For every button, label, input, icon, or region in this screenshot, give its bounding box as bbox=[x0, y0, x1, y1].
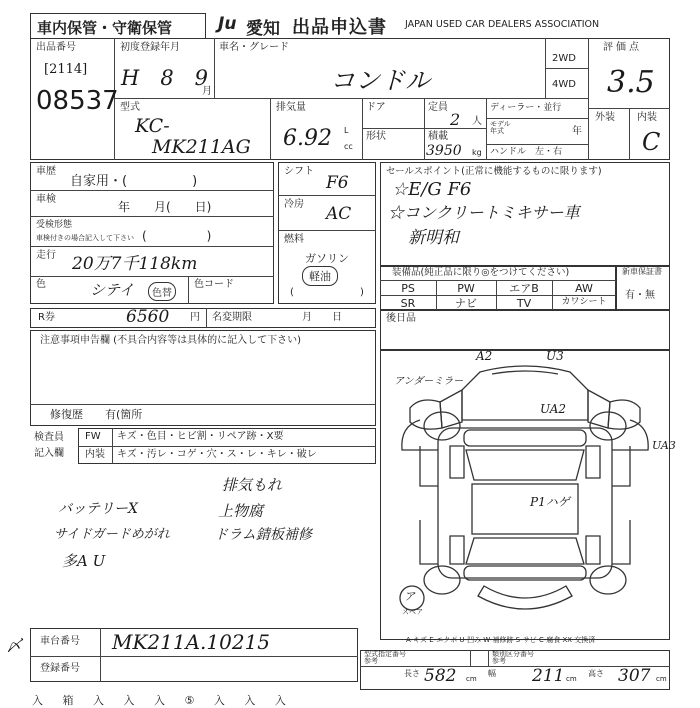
equipment-row2-item: SR bbox=[400, 297, 416, 310]
height-unit: cm bbox=[656, 675, 667, 683]
acceptance-value: ( ) bbox=[142, 229, 212, 243]
history-label: 車歴 bbox=[36, 166, 56, 177]
diagram-panel-label: P1ハゲ bbox=[530, 495, 570, 509]
diagram-a2-top: A2 bbox=[476, 349, 493, 363]
history-value: 自家用・( ) bbox=[70, 174, 198, 189]
capacity-unit: 人 bbox=[472, 116, 482, 127]
color-code-label: 色コード bbox=[194, 279, 234, 290]
year-unit: 年 bbox=[572, 126, 582, 137]
score-label: 評価点 bbox=[603, 42, 642, 53]
width-value: 211 bbox=[532, 666, 565, 686]
length-unit: cm bbox=[466, 675, 477, 683]
inspector-fw-items: キズ・色目・ヒビ割・リペア跡・X要 bbox=[117, 431, 284, 442]
logo-text: 愛知 bbox=[246, 19, 280, 39]
fuel-petrol: ガソリン bbox=[305, 252, 349, 265]
car-diagram bbox=[380, 350, 670, 640]
margin-mark: 〆 bbox=[6, 636, 23, 655]
car-name-label: 車名・グレード bbox=[219, 42, 289, 53]
acceptance-label: 受検形態 bbox=[36, 220, 73, 230]
registration-label: 登録番号 bbox=[40, 663, 80, 674]
load-label: 積載 bbox=[428, 131, 448, 142]
note-upper-corrosion: 上物腐 bbox=[218, 502, 264, 520]
r-ticket-label: R券 bbox=[38, 312, 55, 323]
r-ticket-unit: 円 bbox=[190, 312, 200, 323]
equipment-row1-item: PW bbox=[457, 282, 475, 295]
diagram-u3-top: U3 bbox=[546, 349, 564, 363]
acceptance-note: 車検付きの場合記入して下さい bbox=[36, 234, 134, 242]
first-reg-value: H 8 9 bbox=[121, 66, 209, 90]
color-value: シテイ bbox=[90, 281, 134, 299]
width-unit: cm bbox=[566, 675, 577, 683]
damage-legend: A-キズ E-エクボ U-凹み W-補修跡 S-サビ C-腐食 XX-交換済 bbox=[406, 636, 596, 644]
lot-small-code: [2114] bbox=[44, 62, 88, 77]
score-value: 3.5 bbox=[607, 65, 655, 100]
displacement-value: 6.92 bbox=[283, 126, 332, 151]
mileage-label: 走行 bbox=[36, 250, 56, 261]
footer-cut-row: 入 箱 入 入 入 ⑤ 入 入 入 bbox=[32, 694, 294, 707]
lot-number-label: 出品番号 bbox=[36, 42, 76, 53]
equipment-row2-item: ナビ bbox=[455, 297, 477, 310]
equipment-row1-item: AW bbox=[575, 282, 593, 295]
first-reg-label: 初度登録年月 bbox=[120, 42, 180, 53]
classification-label: 類別区分番号 参考 bbox=[492, 650, 534, 665]
model-year-label: モデル 年式 bbox=[490, 120, 511, 135]
equipment-row1-item: エアB bbox=[509, 282, 539, 295]
association-name: JAPAN USED CAR DEALERS ASSOCIATION bbox=[405, 19, 600, 30]
drive-4wd: 4WD bbox=[552, 79, 576, 90]
notes-label: 注意事項申告欄 (不具合内容等は具体的に記入して下さい) bbox=[40, 335, 301, 346]
lot-number: 08537 bbox=[36, 86, 119, 116]
selling-point-3: 新明和 bbox=[408, 228, 459, 248]
equipment-row1-item: PS bbox=[401, 282, 415, 295]
capacity-label: 定員 bbox=[428, 102, 448, 113]
type-value-1: KC- bbox=[135, 115, 170, 137]
transfer-deadline-value: 月 日 bbox=[302, 312, 342, 323]
note-drum-repair: ドラム錆板補修 bbox=[214, 527, 312, 543]
r-ticket-value: 6560 bbox=[126, 307, 170, 327]
interior-label: 内装 bbox=[637, 112, 657, 123]
diagram-mirror-label: アンダーミラー bbox=[394, 376, 464, 387]
month-unit: 月 bbox=[202, 86, 212, 97]
type-label: 型式 bbox=[120, 102, 140, 113]
length-value: 582 bbox=[424, 666, 457, 686]
selling-point-2: ☆コンクリートミキサー車 bbox=[388, 203, 580, 222]
capacity-value: 2 bbox=[450, 110, 461, 129]
color-label: 色 bbox=[36, 279, 46, 290]
shift-value: F6 bbox=[326, 173, 349, 193]
fuel-paren-left: ( bbox=[290, 287, 294, 298]
warranty-value: 有・無 bbox=[625, 290, 655, 301]
equipment-row2-item: カワシート bbox=[561, 297, 607, 307]
selling-point-1: ☆E/G F6 bbox=[392, 179, 472, 200]
ac-label: 冷房 bbox=[284, 199, 304, 210]
selling-points-title: セールスポイント(正常に機能するものに限ります) bbox=[386, 166, 602, 177]
color-change-circled: 色替 bbox=[148, 282, 176, 301]
shift-label: シフト bbox=[284, 166, 314, 177]
car-roof-top bbox=[462, 366, 588, 420]
chassis-value: MK211A.10215 bbox=[112, 630, 271, 654]
inspector-label-1: 検査員 bbox=[34, 432, 64, 443]
displacement-cc: cc bbox=[344, 142, 353, 151]
form-title: 出品申込書 bbox=[292, 17, 387, 38]
note-side-guard: サイドガードめがれ bbox=[54, 527, 170, 542]
note-exhaust-leak: 排気もれ bbox=[222, 476, 283, 494]
handle-label: ハンドル 左・右 bbox=[490, 147, 563, 157]
storage-title: 車内保管・守衛保管 bbox=[37, 19, 173, 37]
note-battery: バッテリーX bbox=[58, 501, 138, 517]
diagram-ua2: UA2 bbox=[540, 402, 567, 416]
spare-mark: ア bbox=[404, 590, 415, 603]
drive-2wd: 2WD bbox=[552, 53, 576, 64]
inspection-label: 車検 bbox=[36, 194, 56, 205]
ju-logo-mark: Ju bbox=[218, 14, 237, 34]
inspector-fw-label: FW bbox=[85, 431, 101, 442]
displacement-l: L bbox=[344, 126, 349, 135]
type-value-2: MK211AG bbox=[152, 136, 251, 158]
dealer-label: ディーラー・並行 bbox=[490, 103, 562, 113]
fuel-diesel-circled: 軽油 bbox=[302, 266, 338, 286]
equipment-row2-item: TV bbox=[516, 297, 532, 310]
warranty-label: 新車保証書 bbox=[622, 267, 662, 276]
chassis-label: 車台番号 bbox=[40, 636, 80, 647]
exterior-grade: C bbox=[642, 128, 661, 156]
inspection-value: 年 月( 日) bbox=[118, 200, 212, 214]
after-items-frame bbox=[380, 310, 670, 350]
transfer-deadline-label: 名変期限 bbox=[212, 312, 252, 323]
shape-label: 形状 bbox=[366, 131, 386, 142]
inspector-interior-items: キズ・汚レ・コゲ・穴・ス・レ・キレ・破レ bbox=[117, 449, 317, 460]
door-label: ドア bbox=[366, 102, 386, 113]
length-label: 長さ bbox=[404, 669, 420, 678]
inspector-label-2: 記入欄 bbox=[34, 448, 64, 459]
equipment-title: 装備品(純正品に限り◎をつけてください) bbox=[392, 267, 570, 278]
storage-title-box bbox=[30, 13, 206, 39]
note-many-au: 多A U bbox=[62, 552, 106, 570]
car-name-value: コンドル bbox=[330, 66, 431, 95]
width-label: 幅 bbox=[488, 669, 496, 678]
height-label: 高さ bbox=[588, 669, 604, 678]
inspector-interior-label: 内装 bbox=[85, 449, 105, 460]
repair-history-label: 修復歴 有(箇所 bbox=[50, 408, 143, 421]
diagram-ua3: UA3 bbox=[652, 439, 676, 452]
mileage-value: 20万7千118km bbox=[72, 254, 198, 274]
type-designation-label: 型式指定番号 参考 bbox=[364, 650, 406, 665]
height-value: 307 bbox=[618, 666, 651, 686]
after-items-label: 後日品 bbox=[386, 313, 416, 324]
spare-label: スペア bbox=[402, 608, 423, 616]
fuel-label: 燃料 bbox=[284, 234, 304, 245]
exterior-label: 外装 bbox=[595, 112, 615, 123]
load-value: 3950 bbox=[426, 143, 462, 159]
load-unit: kg bbox=[472, 148, 482, 157]
displacement-label: 排気量 bbox=[276, 102, 306, 113]
ac-value: AC bbox=[326, 204, 352, 224]
fuel-paren-right: ) bbox=[360, 287, 364, 298]
